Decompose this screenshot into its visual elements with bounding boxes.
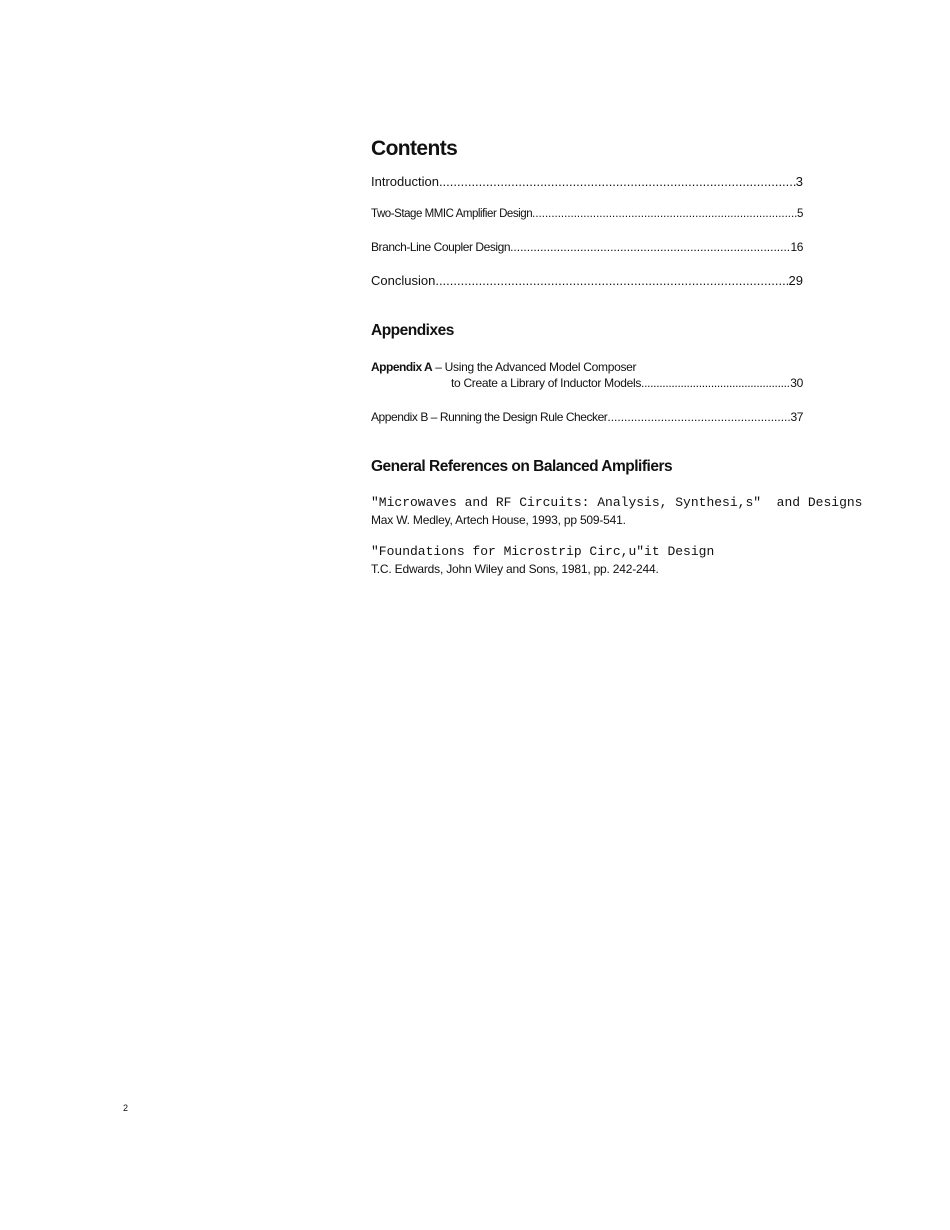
toc-entry-label: Introduction — [371, 174, 439, 189]
dot-leader — [510, 240, 790, 254]
toc-entry-conclusion[interactable] — [371, 273, 803, 288]
reference-2-title: "Foundations for Microstrip Circ,u"it Design — [371, 544, 715, 559]
appendix-a-title-part-1: – Using the Advanced Model Composer — [432, 360, 637, 374]
references-heading: General References on Balanced Amplifiers — [371, 458, 673, 475]
toc-entry-two-stage-mmic[interactable] — [371, 208, 803, 220]
toc-entry-label: Conclusion — [371, 273, 436, 288]
toc-entry-label: Branch-Line Coupler Design — [371, 240, 511, 254]
toc-entry-appendix-b[interactable] — [371, 410, 803, 424]
appendixes-heading: Appendixes — [371, 322, 454, 339]
appendix-a-line-2[interactable] — [451, 376, 803, 390]
dot-leader — [607, 410, 790, 424]
toc-entry-page: 29 — [788, 273, 803, 288]
reference-2-detail: T.C. Edwards, John Wiley and Sons, 1981, pp. 242-244. — [371, 562, 659, 576]
toc-entry-page: 16 — [790, 240, 803, 254]
contents-section — [371, 136, 871, 576]
contents-heading: Contents — [371, 137, 458, 160]
dot-leader — [435, 273, 788, 288]
appendix-a-label: Appendix A — [371, 360, 433, 374]
dot-leader — [439, 174, 796, 189]
appendix-b-label: Appendix B – Running the Design Rule Checker — [371, 410, 608, 424]
toc-entry-branch-line-coupler[interactable] — [371, 240, 803, 254]
toc-entry-page: 5 — [797, 208, 803, 220]
toc-entry-label: Two-Stage MMIC Amplifier Design — [371, 208, 533, 220]
reference-1-title: "Microwaves and RF Circuits: Analysis, Synthesi,s" and Designs — [371, 495, 863, 510]
appendix-a-page: 30 — [790, 376, 803, 390]
dot-leader — [641, 376, 790, 390]
appendix-a-title-part-2: to Create a Library of Inductor Models — [451, 376, 642, 390]
reference-1-detail: Max W. Medley, Artech House, 1993, pp 509-541. — [371, 513, 626, 527]
appendix-b-page: 37 — [790, 410, 803, 424]
toc-entry-page: 3 — [795, 174, 803, 189]
dot-leader — [532, 208, 797, 220]
toc-entry-introduction[interactable] — [371, 174, 803, 189]
appendix-a-line-1[interactable] — [371, 360, 636, 374]
page-number: 2 — [123, 1103, 129, 1113]
